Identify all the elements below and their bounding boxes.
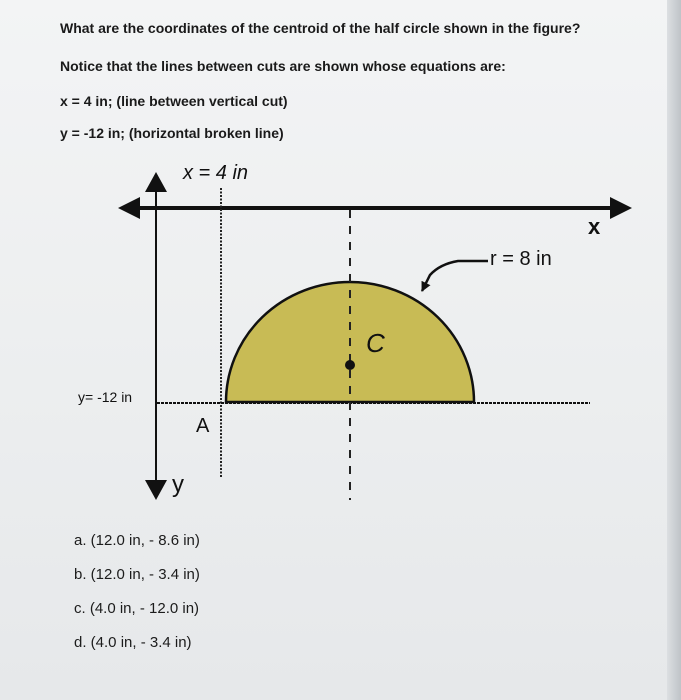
- question-notice: Notice that the lines between cuts are shown whose equations are:: [60, 58, 506, 74]
- centroid-point: [345, 360, 355, 370]
- equation-y: y = -12 in; (horizontal broken line): [60, 125, 284, 141]
- x-axis-right-arrow-icon: [610, 197, 632, 219]
- y-eq-label: y= -12 in: [78, 389, 133, 405]
- question-title: What are the coordinates of the centroid of the half circle shown in the figure?: [60, 20, 581, 36]
- option-c[interactable]: c. (4.0 in, - 12.0 in): [74, 600, 200, 617]
- y-axis-label: y: [172, 471, 184, 498]
- point-a-label: A: [196, 415, 210, 437]
- centroid-label: C: [366, 328, 385, 358]
- equation-x: x = 4 in; (line between vertical cut): [60, 93, 288, 109]
- x-axis-label: x: [588, 214, 601, 239]
- radius-leader: [422, 261, 488, 291]
- option-b[interactable]: b. (12.0 in, - 3.4 in): [74, 566, 200, 583]
- option-d[interactable]: d. (4.0 in, - 3.4 in): [74, 634, 192, 651]
- y-axis-up-arrow-icon: [145, 172, 167, 192]
- option-a[interactable]: a. (12.0 in, - 8.6 in): [74, 532, 200, 549]
- x-axis-left-arrow-icon: [118, 197, 140, 219]
- monitor-bezel: [667, 0, 681, 700]
- radius-label: r = 8 in: [490, 248, 552, 270]
- y-axis-down-arrow-icon: [145, 480, 167, 500]
- x-eq-label: x = 4 in: [183, 162, 249, 184]
